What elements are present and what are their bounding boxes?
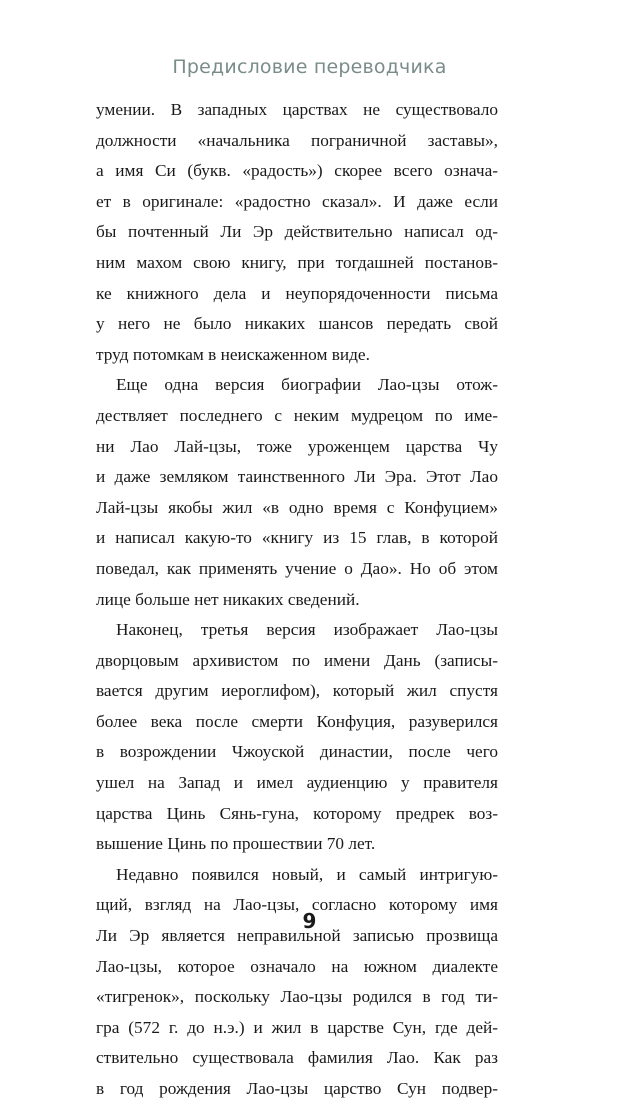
text-line: ни Лао Лай-цзы, тоже уроженцем царства Чу [96, 436, 498, 456]
text-line: Недавно появился новый, и самый интригую- [116, 864, 498, 884]
text-line: и даже земляком таинственного Ли Эра. Этот Лао [96, 467, 498, 487]
text-line: ет в оригинале: «радостно сказал». И даже если [96, 191, 498, 211]
paragraph [96, 370, 498, 615]
text-line: гра (572 г. до н.э.) и жил в царстве Сун, где дей- [96, 1017, 498, 1037]
text-line: ним махом свою книгу, при тогдашней постанов- [96, 252, 498, 272]
text-line: Еще одна версия биографии Лао-цзы отож- [116, 375, 498, 395]
text-line: вается другим иероглифом), который жил спустя [96, 681, 498, 701]
text-line: «тигренок», поскольку Лао-цзы родился в год ти- [96, 987, 498, 1007]
text-line: ке книжного дела и неупорядоченности письма [96, 283, 498, 303]
text-line: должности «начальника пограничной заставы», [96, 130, 498, 150]
text-line: в возрождении Чжоуской династии, после чего [96, 742, 498, 762]
text-line: Лао-цзы, которое означало на южном диалекте [96, 956, 498, 976]
text-line: ствительно существовала фамилия Лао. Как раз [96, 1048, 498, 1068]
text-line: Ли Эр является неправильной записью прозвища [96, 926, 498, 946]
text-line: дествляет последнего с неким мудрецом по име- [96, 405, 498, 425]
text-line: поведал, как применять учение о Дао». Но об этом [96, 558, 498, 578]
text-line: щий, взгляд на Лао-цзы, согласно которому имя [96, 895, 498, 915]
text-line: бы почтенный Ли Эр действительно написал од- [96, 222, 498, 242]
page-number: 9 [302, 909, 317, 933]
text-line: у него не было никаких шансов передать свой [96, 314, 498, 334]
text-line: более века после смерти Конфуция, разуверился [96, 711, 498, 731]
text-line: дворцовым архивистом по имени Дань (записы- [96, 650, 498, 670]
text-line: а имя Си (букв. «радость») скорее всего означа- [96, 161, 498, 181]
paragraph [96, 615, 498, 860]
text-line: ушел на Запад и имел аудиенцию у правителя [96, 773, 498, 793]
running-header: Предисловие переводчика [172, 56, 447, 78]
text-line: царства Цинь Сянь-гуна, которому предрек воз- [96, 803, 498, 823]
paragraph [96, 860, 498, 1105]
text-line: лице больше нет никаких сведений. [96, 589, 360, 609]
text-line: умении. В западных царствах не существовало [96, 100, 498, 119]
text-line: труд потомкам в неискаженном виде. [96, 344, 370, 364]
text-line: Наконец, третья версия изображает Лао-цзы [116, 620, 498, 640]
text-line: в год рождения Лао-цзы царство Сун подвер- [96, 1079, 498, 1098]
text-line: и написал какую-то «книгу из 15 глав, в которой [96, 528, 498, 548]
text-line: Лай-цзы якобы жил «в одно время с Конфуцием» [96, 497, 498, 517]
paragraph [96, 95, 498, 370]
text-line: вышение Цинь по прошествии 70 лет. [96, 834, 376, 854]
body-text [96, 95, 498, 1105]
